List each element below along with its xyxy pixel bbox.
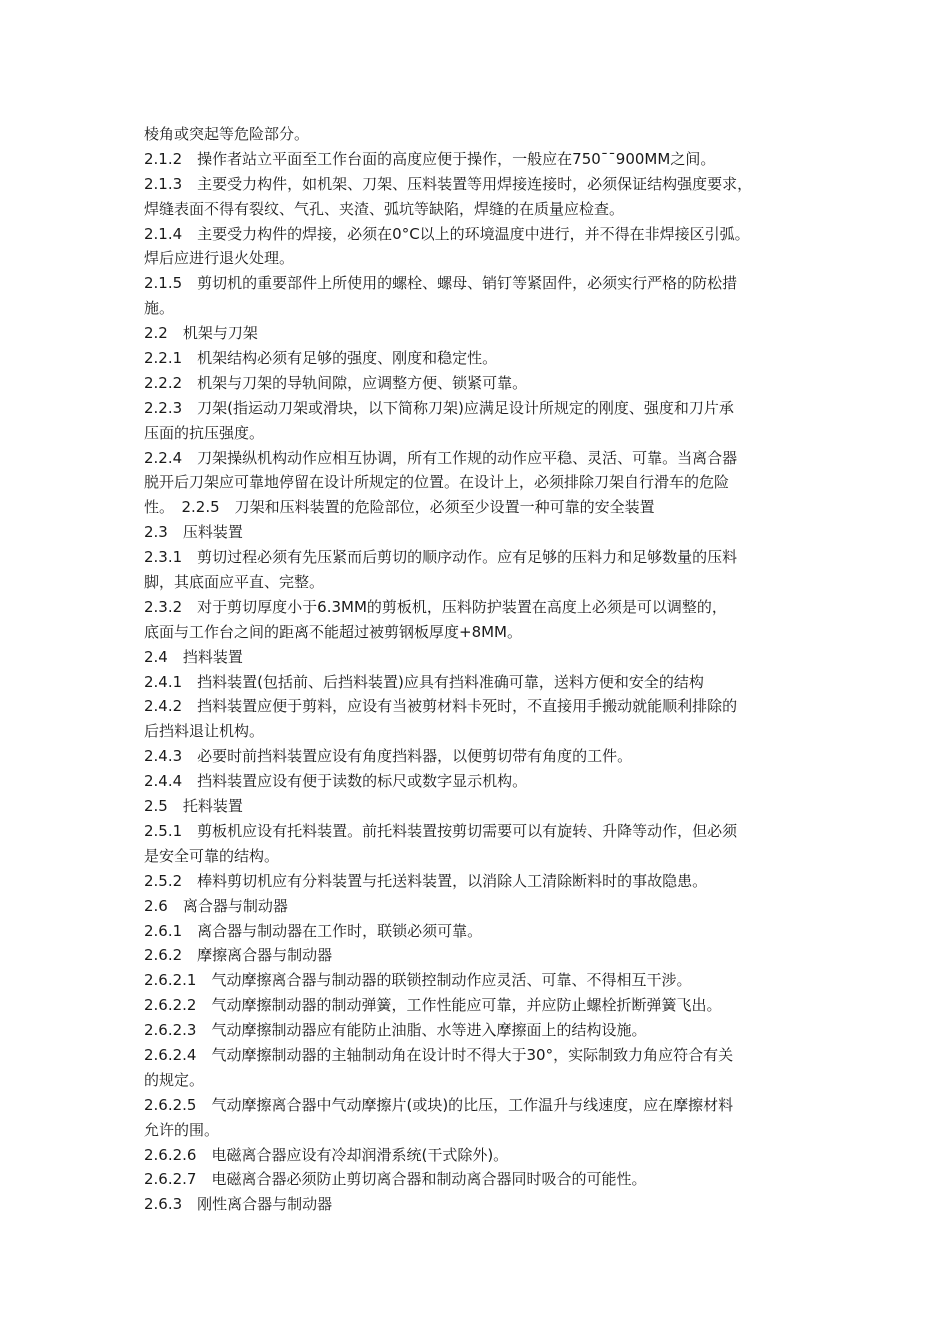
text-line: 2.2.1 机架结构必须有足够的强度、刚度和稳定性。: [144, 349, 498, 368]
text-line: 2.2.3 刀架(指运动刀架或滑块，以下简称刀架)应满足设计所规定的刚度、强度和刀片承: [144, 398, 734, 417]
text-line: 2.1.5 剪切机的重要部件上所使用的螺栓、螺母、销钉等紧固件，必须实行严格的防松措: [144, 274, 738, 293]
text-line: 2.6.2.7 电磁离合器必须防止剪切离合器和制动离合器同时吸合的可能性。: [144, 1170, 647, 1189]
text-line: 2.3.2 对于剪切厚度小于6.3MM的剪板机，压料防护装置在高度上必须是可以调整的，: [144, 597, 727, 616]
section-heading: 2.5 托料装置: [144, 797, 243, 816]
text-line: 允许的围。: [144, 1120, 220, 1139]
text-line: 2.6.2.6 电磁离合器应设有冷却润滑系统(干式除外)。: [144, 1145, 509, 1164]
document-body: [144, 122, 824, 1217]
text-line: 2.4.1 挡料装置(包括前、后挡料装置)应具有挡料准确可靠，送料方便和安全的结构: [144, 672, 704, 691]
text-line: 2.5.2 棒料剪切机应有分料装置与托送料装置，以消除人工清除断料时的事故隐患。: [144, 871, 708, 890]
text-line: 2.4.2 挡料装置应便于剪料，应设有当被剪材料卡死时，不直接用手搬动就能顺利排除的: [144, 697, 738, 716]
text-line: 2.6.2.5 气动摩擦离合器中气动摩擦片(或块)的比压，工作温升与线速度，应在摩擦材料: [144, 1095, 734, 1114]
text-line: 2.6.1 离合器与制动器在工作时，联锁必须可靠。: [144, 921, 483, 940]
text-line: 2.4.3 必要时前挡料装置应设有角度挡料器，以便剪切带有角度的工件。: [144, 747, 633, 766]
text-line: 焊缝表面不得有裂纹、气孔、夹渣、弧坑等缺陷，焊缝的在质量应检查。: [144, 199, 625, 218]
text-line: 2.6.2.4 气动摩擦制动器的主轴制动角在设计时不得大于30°，实际制致力角应符合有关: [144, 1045, 734, 1064]
text-line: 2.2.4 刀架操纵机构动作应相互协调，所有工作规的动作应平稳、灵活、可靠。当离合器: [144, 448, 738, 467]
text-line: 2.1.2 操作者站立平面至工作台面的高度应便于操作，一般应在750¯¯900MM之间。: [144, 149, 716, 168]
text-line: 焊后应进行退火处理。: [144, 249, 295, 268]
text-line: 2.6.2.1 气动摩擦离合器与制动器的联锁控制动作应灵活、可靠、不得相互干涉。: [144, 971, 692, 990]
text-line: 底面与工作台之间的距离不能超过被剪钢板厚度+8MM。: [144, 622, 522, 641]
subsection-heading: 2.6.3 刚性离合器与制动器: [144, 1195, 333, 1214]
text-line: 2.2.2 机架与刀架的导轨间隙，应调整方便、锁紧可靠。: [144, 373, 528, 392]
text-line: 2.5.1 剪板机应设有托料装置。前托料装置按剪切需要可以有旋转、升降等动作，但必须: [144, 821, 738, 840]
section-heading: 2.4 挡料装置: [144, 647, 243, 666]
text-line: 2.1.3 主要受力构件，如机架、刀架、压料装置等用焊接连接时，必须保证结构强度要求，: [144, 174, 753, 193]
text-line: 2.1.4 主要受力构件的焊接，必须在0°C以上的环境温度中进行，并不得在非焊接区引弧。: [144, 224, 750, 243]
text-line: 性。 2.2.5 刀架和压料装置的危险部位，必须至少设置一种可靠的安全装置: [144, 498, 655, 517]
text-line: 脚，其底面应平直、完整。: [144, 573, 325, 592]
section-heading: 2.2 机架与刀架: [144, 324, 258, 343]
text-line: 压面的抗压强度。: [144, 423, 265, 442]
text-line: 是安全可靠的结构。: [144, 846, 280, 865]
text-line: 的规定。: [144, 1070, 205, 1089]
text-line: 后挡料退让机构。: [144, 722, 265, 741]
section-heading: 2.6 离合器与制动器: [144, 896, 288, 915]
subsection-heading: 2.6.2 摩擦离合器与制动器: [144, 946, 333, 965]
text-line: 2.4.4 挡料装置应设有便于读数的标尺或数字显示机构。: [144, 772, 528, 791]
text-line: 2.3.1 剪切过程必须有先压紧而后剪切的顺序动作。应有足够的压料力和足够数量的压料: [144, 548, 738, 567]
text-line: 脱开后刀架应可靠地停留在设计所规定的位置。在设计上，必须排除刀架自行滑车的危险: [144, 473, 730, 492]
text-line: 施。: [144, 299, 175, 318]
text-line: 2.6.2.2 气动摩擦制动器的制动弹簧，工作性能应可靠，并应防止螺栓折断弹簧飞出。: [144, 996, 722, 1015]
text-line: 棱角或突起等危险部分。: [144, 125, 310, 143]
section-heading: 2.3 压料装置: [144, 523, 243, 542]
text-line: 2.6.2.3 气动摩擦制动器应有能防止油脂、水等进入摩擦面上的结构设施。: [144, 1021, 647, 1040]
